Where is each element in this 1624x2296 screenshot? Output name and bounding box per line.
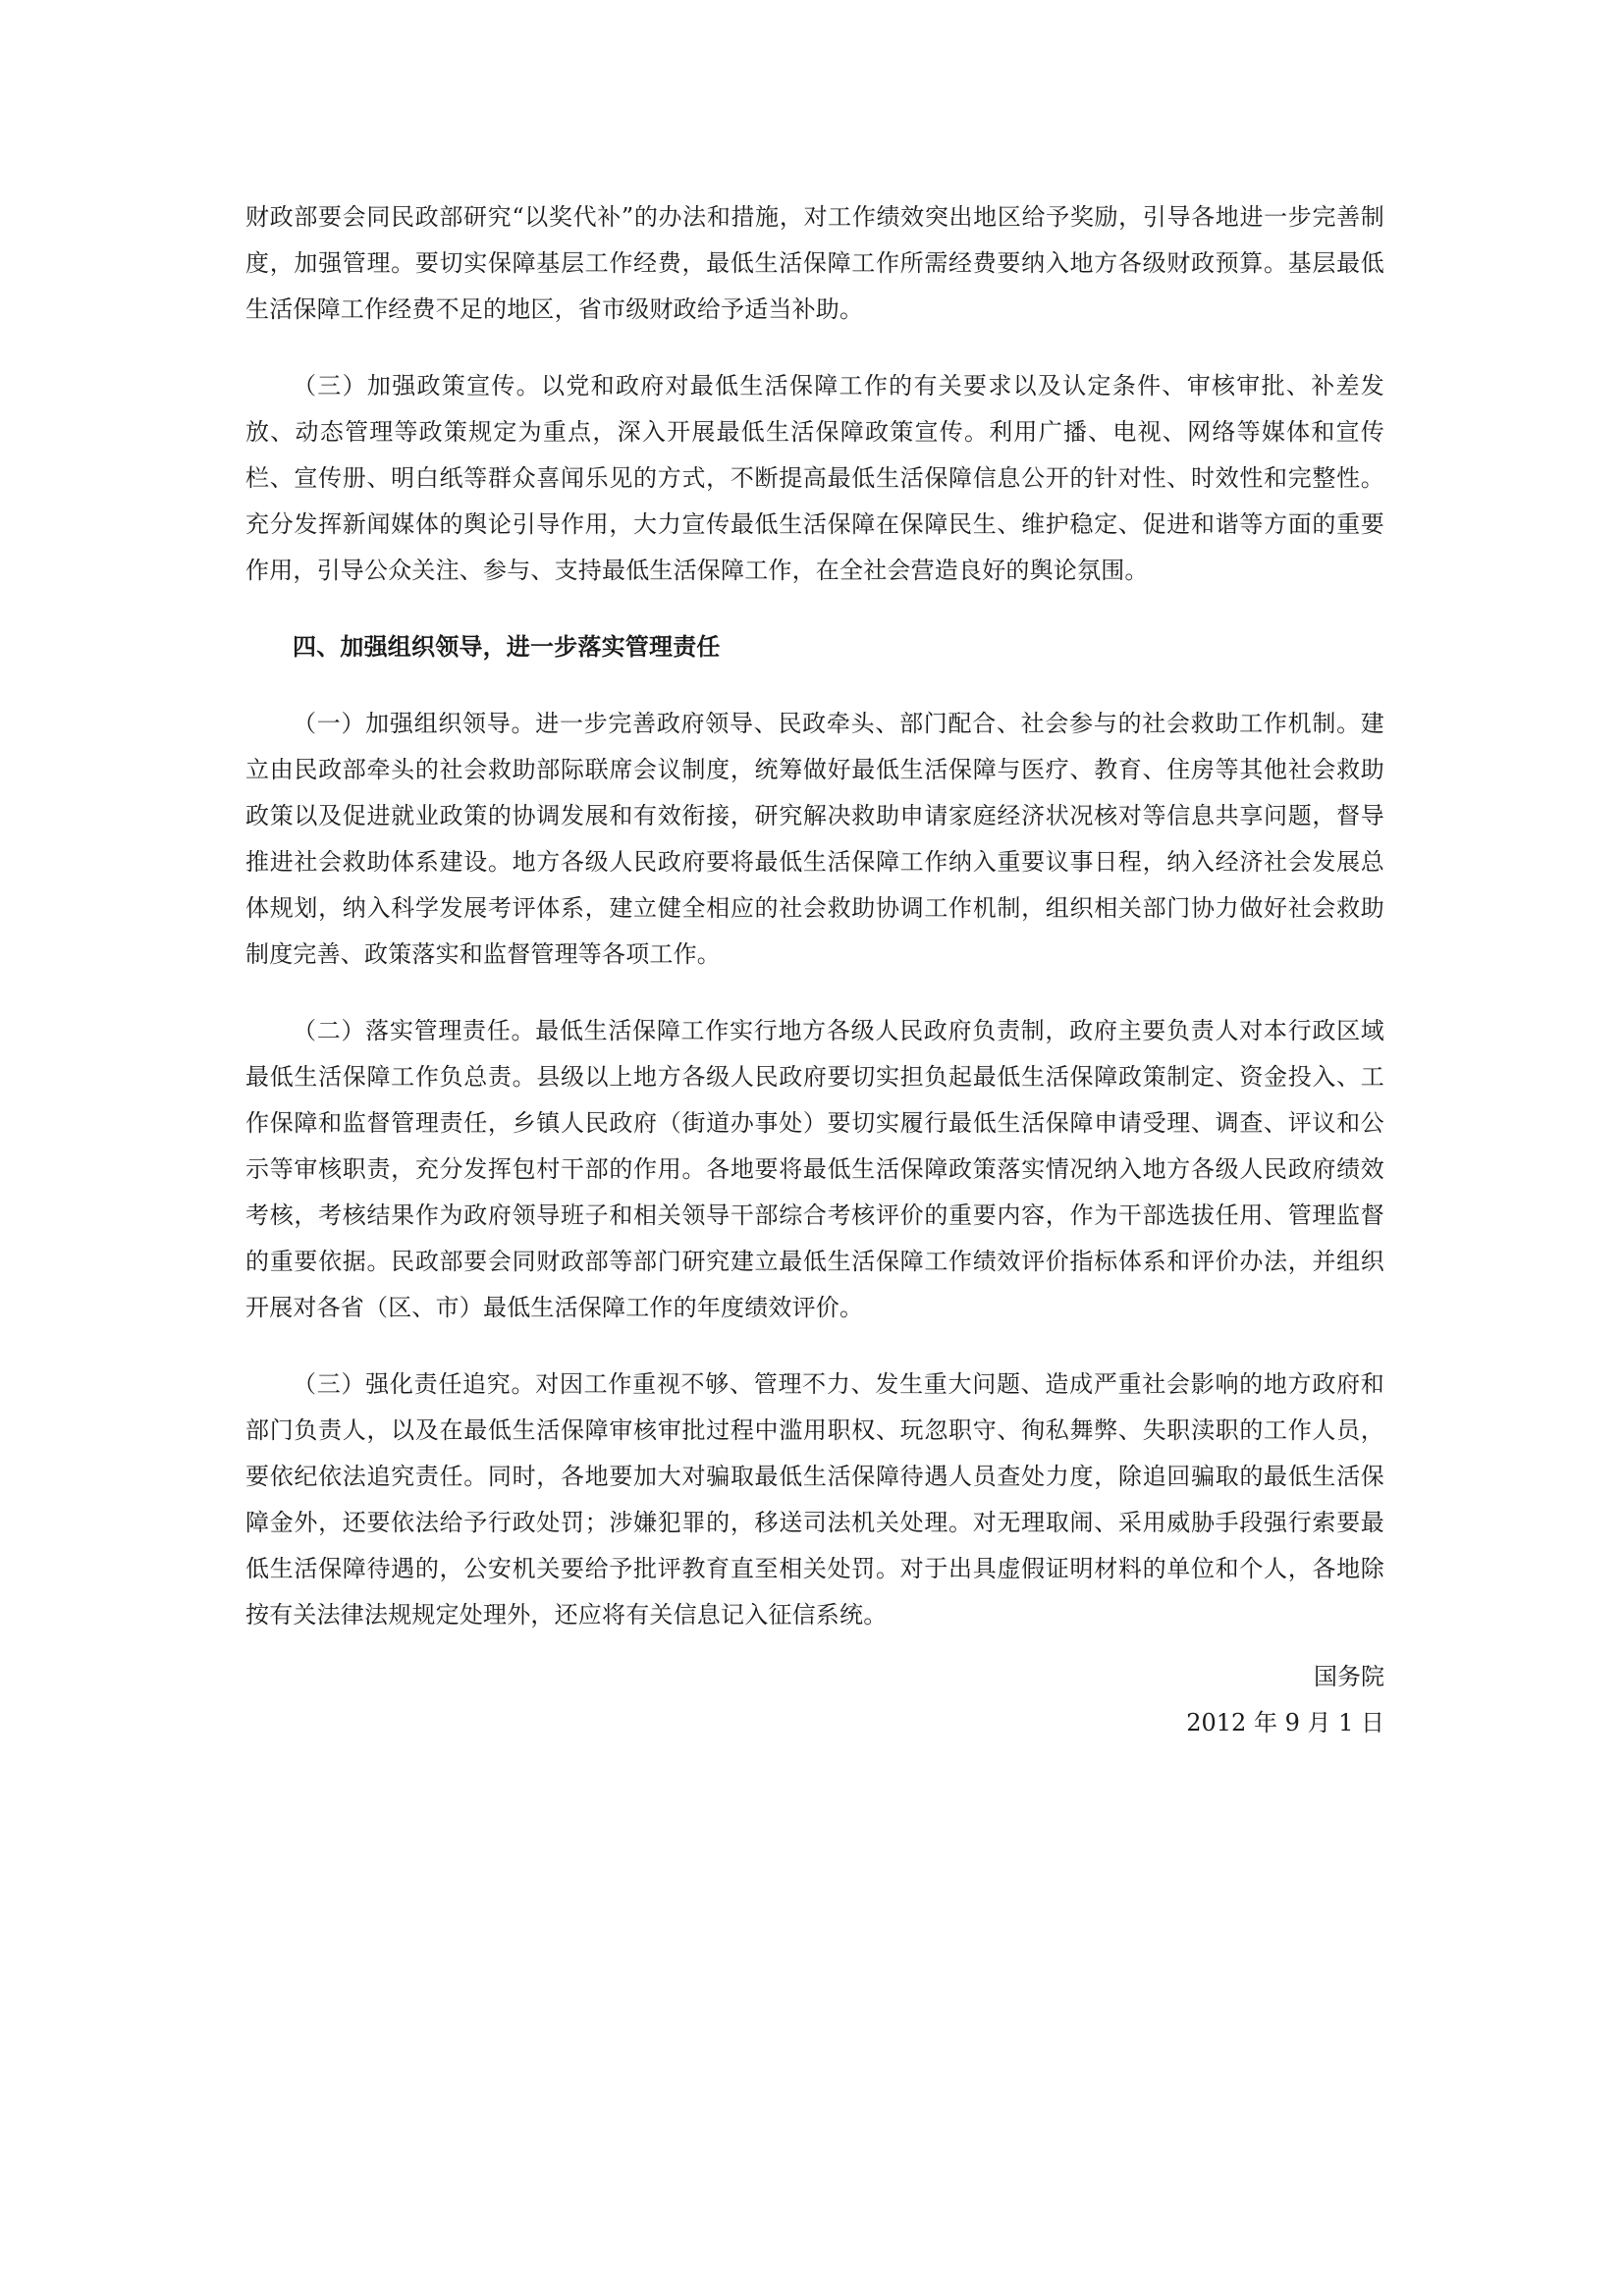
paragraph-accountability: （三）强化责任追究。对因工作重视不够、管理不力、发生重大问题、造成严重社会影响的地方政府和部门负责人，以及在最低生活保障审核审批过程中滥用职权、玩忽职守、徇私舞弊、失职渎职的工作人员，要依纪依法追究责任。同时，各地要加大对骗取最低生活保障待遇人员查处力度，除追回骗取的最低生活保障金外，还要依法给予行政处罚；涉嫌犯罪的，移送司法机关处理。对无理取闹、采用威胁手段强行索要最低生活保障待遇的，公安机关要给予批评教育直至相关处罚。对于出具虚假证明材料的单位和个人，各地除按有关法律法规规定处理外，还应将有关信息记入征信系统。 [245, 1370, 1384, 1629]
section-heading: 四、加强组织领导，进一步落实管理责任 [293, 633, 721, 661]
paragraph-organizational-leadership: （一）加强组织领导。进一步完善政府领导、民政牵头、部门配合、社会参与的社会救助工作机制。建立由民政部牵头的社会救助部际联席会议制度，统筹做好最低生活保障与医疗、教育、住房等其他社会救助政策以及促进就业政策的协调发展和有效衔接，研究解决救助申请家庭经济状况核对等信息共享问题，督导推进社会救助体系建设。地方各级人民政府要将最低生活保障工作纳入重要议事日程，纳入经济社会发展总体规划，纳入科学发展考评体系，建立健全相应的社会救助协调工作机制，组织相关部门协力做好社会救助制度完善、政策落实和监督管理等各项工作。 [245, 710, 1384, 968]
issuer-name: 国务院 [1314, 1663, 1384, 1690]
document-body [245, 194, 1384, 1669]
signature-block [1186, 1654, 1384, 1746]
paragraph-policy-publicity: （三）加强政策宣传。以党和政府对最低生活保障工作的有关要求以及认定条件、审核审批、补差发放、动态管理等政策规定为重点，深入开展最低生活保障政策宣传。利用广播、电视、网络等媒体和宣传栏、宣传册、明白纸等群众喜闻乐见的方式，不断提高最低生活保障信息公开的针对性、时效性和完整性。充分发挥新闻媒体的舆论引导作用，大力宣传最低生活保障在保障民生、维护稳定、促进和谐等方面的重要作用，引导公众关注、参与、支持最低生活保障工作，在全社会营造良好的舆论氛围。 [245, 372, 1384, 584]
paragraph-funding: 财政部要会同民政部研究“以奖代补”的办法和措施，对工作绩效突出地区给予奖励，引导各地进一步完善制度，加强管理。要切实保障基层工作经费，最低生活保障工作所需经费要纳入地方各级财政预算。基层最低生活保障工作经费不足的地区，省市级财政给予适当补助。 [245, 203, 1384, 323]
issue-date: 2012 年 9 月 1 日 [1186, 1709, 1384, 1736]
paragraph-management-responsibility: （二）落实管理责任。最低生活保障工作实行地方各级人民政府负责制，政府主要负责人对本行政区域最低生活保障工作负总责。县级以上地方各级人民政府要切实担负起最低生活保障政策制定、资金投入、工作保障和监督管理责任，乡镇人民政府（街道办事处）要切实履行最低生活保障申请受理、调查、评议和公示等审核职责，充分发挥包村干部的作用。各地要将最低生活保障政策落实情况纳入地方各级人民政府绩效考核，考核结果作为政府领导班子和相关领导干部综合考核评价的重要内容，作为干部选拔任用、管理监督的重要依据。民政部要会同财政部等部门研究建立最低生活保障工作绩效评价指标体系和评价办法，并组织开展对各省（区、市）最低生活保障工作的年度绩效评价。 [245, 1017, 1384, 1321]
